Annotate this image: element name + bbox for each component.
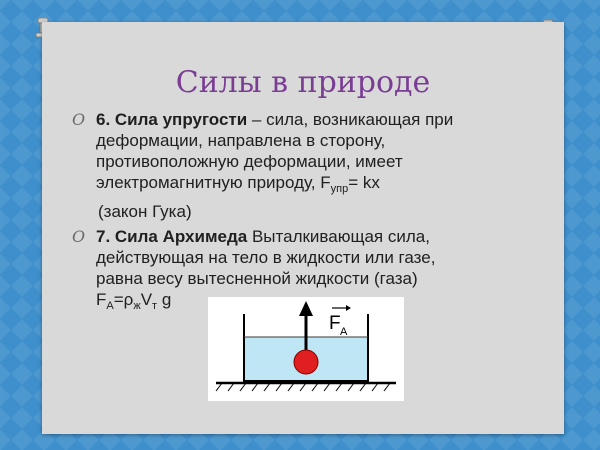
- subscript: упр: [330, 183, 349, 195]
- item-text: электромагнитную природу, F: [96, 173, 331, 192]
- item-line: [96, 109, 556, 130]
- item-heading: 7. Сила Архимеда: [96, 227, 248, 246]
- item-line: деформации, направлена в сторону,: [96, 131, 386, 150]
- force-label: F: [329, 313, 341, 334]
- item-line: [96, 226, 556, 247]
- slide-content: [56, 109, 556, 313]
- item-line: [96, 172, 556, 196]
- bullet-icon: O: [72, 227, 86, 246]
- submerged-ball: [294, 350, 318, 374]
- slide-title: Силы в природе: [175, 65, 431, 100]
- bullet-icon: O: [72, 110, 86, 129]
- force-label-subscript: A: [340, 326, 348, 338]
- formula-part: V: [140, 290, 153, 309]
- item-text: Выталкивающая сила,: [247, 227, 430, 246]
- formula-part: =ρ: [113, 290, 134, 309]
- item-line: действующая на тело в жидкости или газе,: [96, 248, 436, 267]
- item-line: равна весу вытесненной жидкости (газа): [96, 269, 418, 288]
- item-heading: 6. Сила упругости: [96, 110, 248, 129]
- item-text: – сила, возникающая при: [247, 110, 454, 129]
- subscript: A: [106, 300, 114, 312]
- list-item-elastic-force: [56, 109, 556, 222]
- slide-card: [42, 22, 564, 434]
- formula-part: F: [96, 290, 107, 309]
- law-name: (закон Гука): [98, 202, 192, 221]
- archimedes-diagram: [208, 297, 404, 401]
- item-line: противоположную деформации, имеет: [96, 152, 403, 171]
- item-text: = kx: [348, 173, 380, 192]
- subscript: т: [152, 300, 158, 312]
- formula-part: g: [157, 290, 172, 309]
- subscript: ж: [133, 300, 141, 312]
